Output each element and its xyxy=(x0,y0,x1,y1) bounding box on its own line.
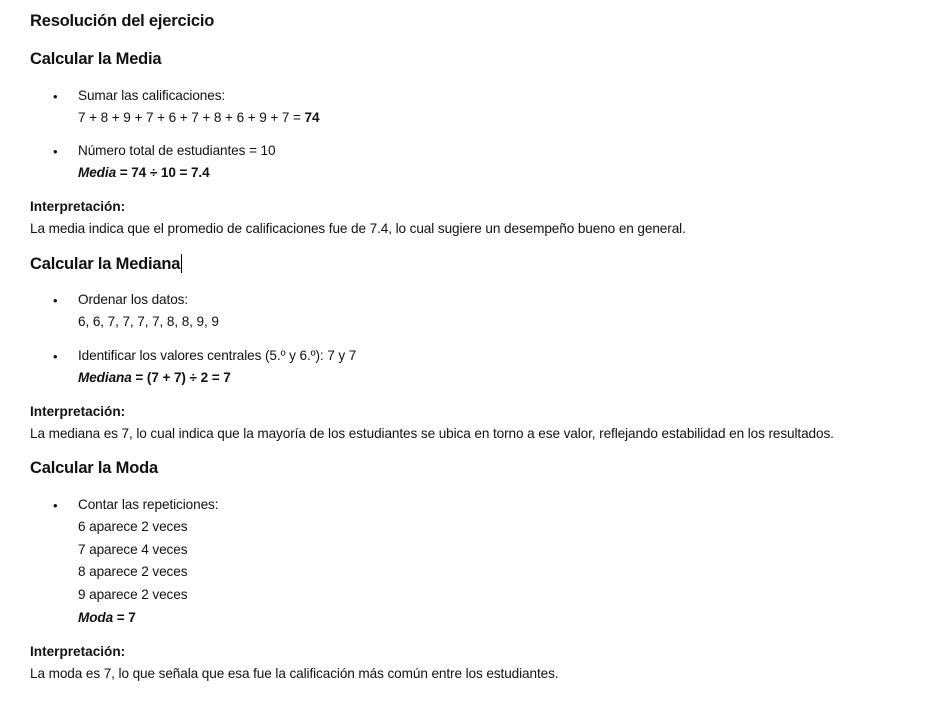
sum-line xyxy=(78,110,319,125)
bullet-icon: • xyxy=(53,89,58,104)
list-item-text: Contar las repeticiones: xyxy=(78,497,219,512)
bullet-icon: • xyxy=(53,293,58,308)
count-line: 9 aparece 2 veces xyxy=(78,587,188,602)
list-item-text: Identificar los valores centrales (5.º y 6.º): 7 y 7 xyxy=(78,348,357,363)
count-line: 7 aparece 4 veces xyxy=(78,542,188,557)
media-result xyxy=(78,165,210,180)
sorted-data: 6, 6, 7, 7, 7, 7, 8, 8, 9, 9 xyxy=(78,314,219,329)
result-label: Moda xyxy=(78,610,114,625)
list-item-text: Ordenar los datos: xyxy=(78,292,189,307)
heading-mediana[interactable] xyxy=(30,254,182,274)
moda-result xyxy=(78,610,136,625)
count-line: 8 aparece 2 veces xyxy=(78,564,188,579)
interpretation-label: Interpretación: xyxy=(30,199,126,214)
document-title: Resolución del ejercicio xyxy=(30,12,215,30)
sum-result: 74 xyxy=(304,110,320,125)
result-label: Mediana xyxy=(78,370,132,385)
interpretation-text: La mediana es 7, lo cual indica que la mayoría de los estudiantes se ubica en torno a ese valor, reflejando estabilidad en los resultados. xyxy=(30,426,834,441)
interpretation-text: La media indica que el promedio de calificaciones fue de 7.4, lo cual sugiere un desempeño bueno en general. xyxy=(30,221,686,236)
interpretation-label: Interpretación: xyxy=(30,644,126,659)
heading-text: Calcular la Mediana xyxy=(30,255,181,273)
count-line: 6 aparece 2 veces xyxy=(78,519,188,534)
sum-expression: 7 + 8 + 9 + 7 + 6 + 7 + 8 + 6 + 9 + 7 = xyxy=(78,110,305,125)
result-label: Media xyxy=(78,165,117,180)
interpretation-label: Interpretación: xyxy=(30,404,126,419)
bullet-icon: • xyxy=(53,144,58,159)
result-value: = 74 ÷ 10 = 7.4 xyxy=(116,165,210,180)
text-cursor xyxy=(181,254,182,273)
bullet-icon: • xyxy=(53,498,58,513)
interpretation-text: La moda es 7, lo que señala que esa fue la calificación más común entre los estudiantes. xyxy=(30,666,559,681)
result-value: = 7 xyxy=(113,610,136,625)
mediana-result xyxy=(78,370,231,385)
list-item-text: Sumar las calificaciones: xyxy=(78,88,226,103)
list-item-text: Número total de estudiantes = 10 xyxy=(78,143,276,158)
result-value: = (7 + 7) ÷ 2 = 7 xyxy=(131,370,231,385)
bullet-icon: • xyxy=(53,349,58,364)
heading-moda: Calcular la Moda xyxy=(30,459,158,477)
heading-media: Calcular la Media xyxy=(30,50,162,68)
